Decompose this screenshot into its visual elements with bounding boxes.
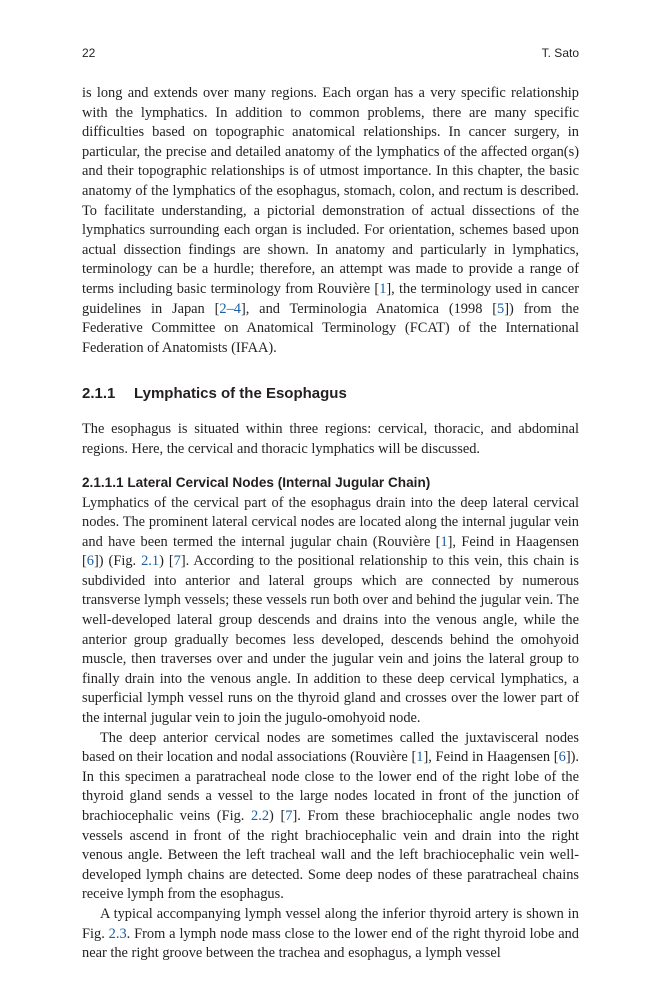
text-run: . From a lymph node mass close to the lower end of the right thyroid lobe and near the right groove between the trachea and esophagus, a lymph vessel	[82, 925, 579, 962]
citation-link[interactable]: 1	[440, 533, 448, 550]
text-run: The deep anterior cervical nodes are sometimes called the juxtavisceral nodes based on their location and nodal associations (Rouvière [	[82, 729, 579, 766]
text-run: ]) from the Federative Committee on Anatomical Terminology (FCAT) of the International Federation of Anatomists (IFAA).	[82, 300, 579, 356]
section-heading	[82, 384, 579, 404]
subsection-heading	[82, 474, 579, 492]
running-header	[82, 46, 579, 66]
text-run: ]). In this specimen a paratracheal node close to the lower end of the right lobe of the thyroid gland sends a vessel to the large nodes located in front of the junction of brachiocephalic veins (Fig.	[82, 749, 579, 824]
paragraph-2	[82, 729, 579, 905]
running-author: T. Sato	[541, 46, 579, 60]
text-run: ]. According to the positional relationship to this vein, this chain is subdivided into anterior and lateral groups which are connected by numerous transverse lymph vessels; these vessels run both over and behind the jugular vein. The well-developed lateral group descends and drains into the venous angle, while the anterior group gradually becomes less developed, descends behind the omohyoid muscle, then traverses over and under the jugular vein and joins the lateral group to finally drain into the venous angle. In addition to these deep cervical lymphatics, a superficial lymph vessel runs on the thyroid gland and crosses over the lower part of the internal jugular vein to join the jugulo-omohyoid node.	[82, 553, 579, 727]
citation-link[interactable]: 7	[285, 808, 293, 824]
text-run: ) [	[269, 808, 286, 824]
citation-link[interactable]: 2.3	[108, 925, 127, 942]
subsection-title: Lateral Cervical Nodes (Internal Jugular Chain)	[127, 474, 431, 490]
citation-link[interactable]: 7	[173, 553, 181, 570]
text-run: ], Feind in Haagensen [	[423, 749, 559, 766]
citation-link[interactable]: 1	[379, 280, 387, 297]
citation-link[interactable]: 6	[558, 749, 566, 766]
text-run: Lymphatics of the cervical part of the esophagus drain into the deep lateral cervical nodes. The prominent lateral cervical nodes are located along the internal jugular vein and have been termed the internal jugular chain (Rouvière [	[82, 494, 579, 550]
section-number: 2.1.1	[82, 385, 116, 403]
text-run: ) [	[159, 553, 174, 570]
page-number: 22	[82, 46, 96, 60]
paragraph-1	[82, 494, 579, 729]
text-run: ], the terminology used in cancer guidelines in Japan [	[82, 280, 579, 317]
text-run: ]. From these brachiocephalic angle nodes two vessels ascend in front of the right brachiocephalic vein and drain into the right venous angle. Between the left tracheal wall and the left brachiocephalic vein well-developed lymph chains are detected. Some deep nodes of these paratracheal chains receive lymph from the esophagus.	[82, 808, 579, 903]
citation-link[interactable]: 6	[86, 553, 94, 570]
citation-link[interactable]: 2.2	[251, 808, 270, 824]
body-text	[82, 84, 579, 964]
intro-paragraph	[82, 84, 579, 358]
section-paragraph: The esophagus is situated within three regions: cervical, thoracic, and abdominal regions. Here, the cervical and thoracic lymphatics will be discussed.	[82, 421, 579, 457]
text-run: ]) (Fig.	[94, 553, 142, 570]
subsection-number: 2.1.1.1	[82, 474, 124, 490]
text-run: ], and Terminologia Anatomica (1998 [	[240, 300, 498, 317]
paragraph-3	[82, 905, 579, 964]
text-run: is long and extends over many regions. Each organ has a very specific relationship with the lymphatics. In addition to common problems, there are many specific difficulties based on topographic anatomical relationships. In cancer surgery, in particular, the precise and detailed anatomy of the lymphatics of the affected organ(s) and their topographic relationships is of utmost importance. In this chapter, the basic anatomy of the lymphatics of the esophagus, stomach, colon, and rectum is described. To facilitate understanding, a pictorial demonstration of actual dissections of the lymphatics surrounding each organ is included. For orientation, schemes based upon actual dissection findings are shown. In anatomy and particularly in lymphatics, terminology can be a hurdle; therefore, an attempt was made to provide a range of terms including basic terminology from Rouvière [	[82, 85, 579, 297]
citation-link[interactable]: 2–4	[219, 300, 241, 317]
section-title: Lymphatics of the Esophagus	[134, 385, 347, 403]
citation-link[interactable]: 5	[497, 300, 505, 317]
text-run: A typical accompanying lymph vessel along the inferior thyroid artery is shown in Fig.	[82, 905, 579, 942]
citation-link[interactable]: 1	[416, 749, 424, 766]
text-run: ], Feind in Haagensen [	[82, 533, 579, 570]
citation-link[interactable]: 2.1	[141, 553, 160, 570]
